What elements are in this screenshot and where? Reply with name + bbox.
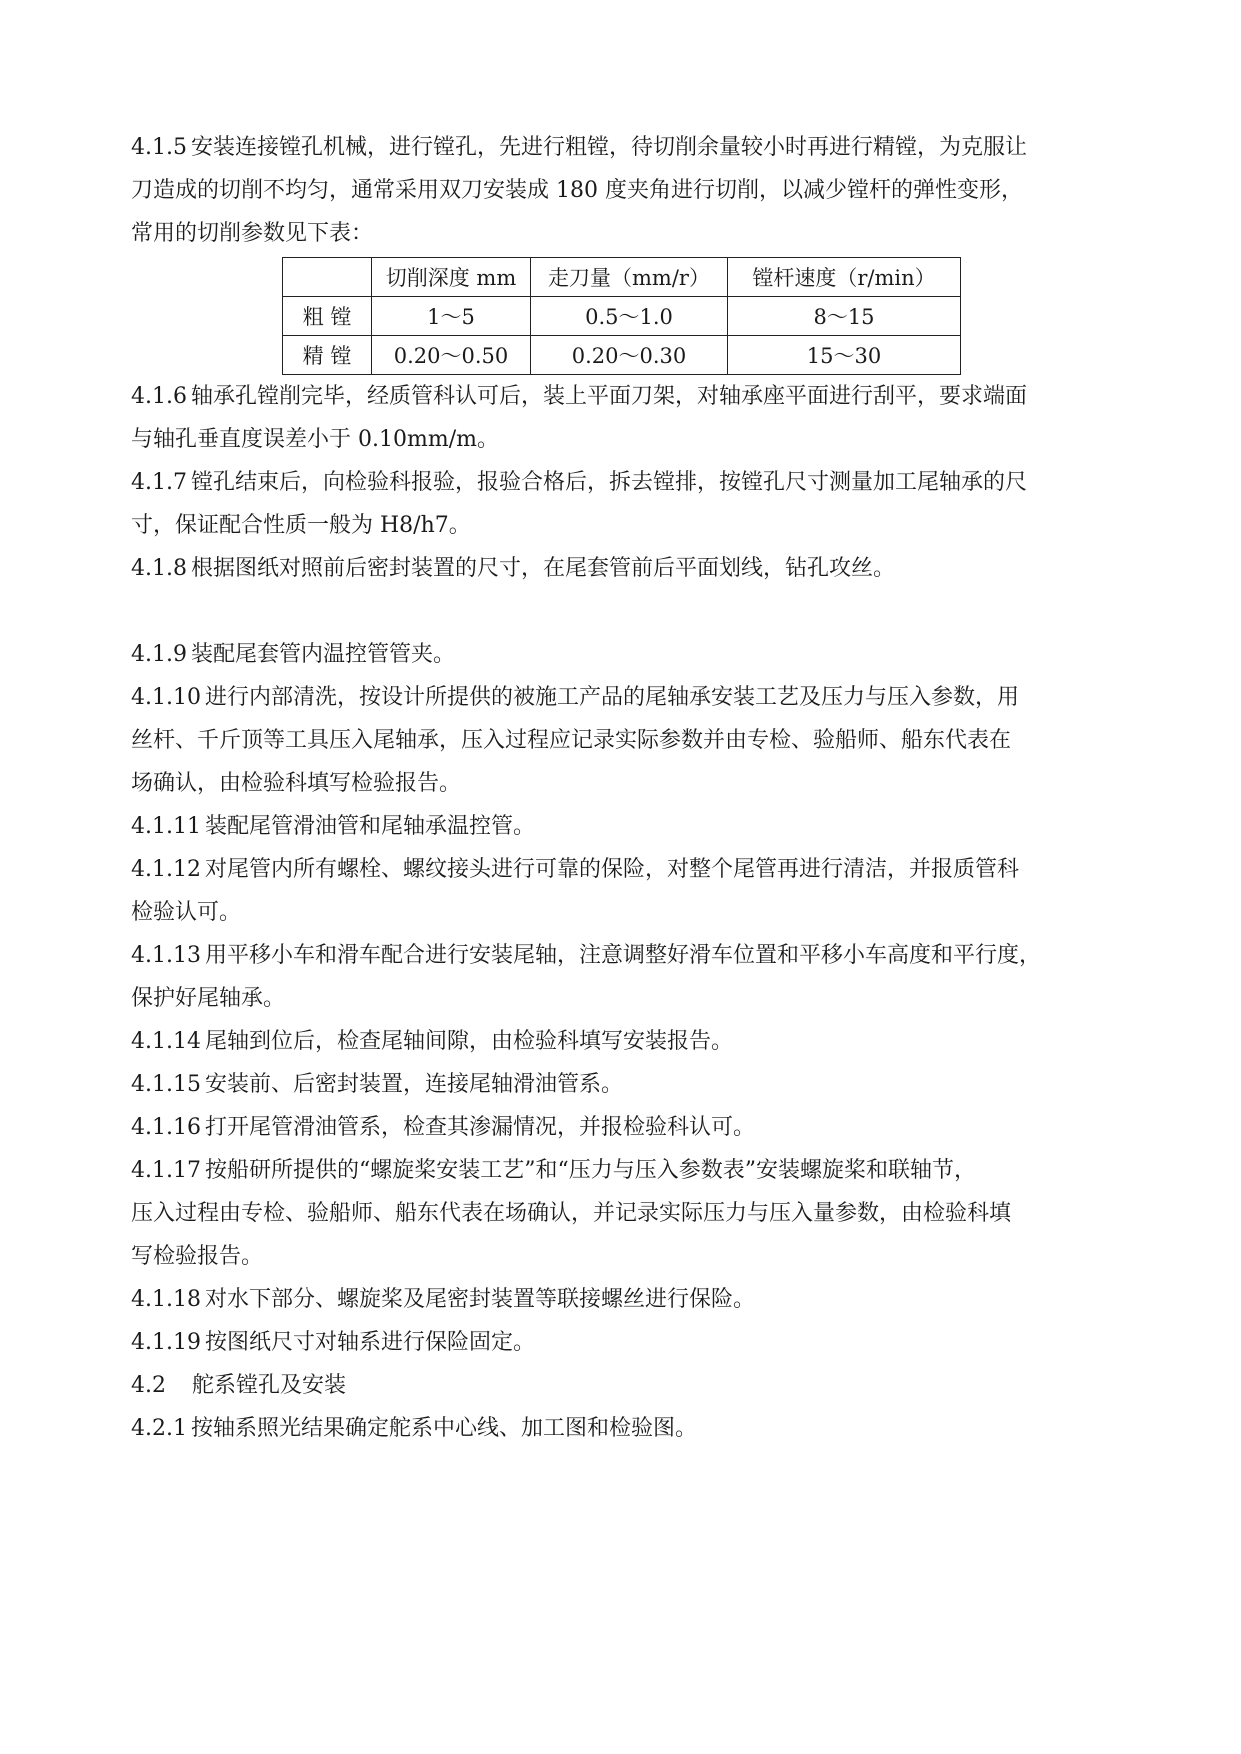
paragraph-4-1-16 — [131, 1106, 1121, 1149]
paragraph-text: 场确认，由检验科填写检验报告。 — [131, 771, 462, 796]
clause-number: 4.1.14 — [131, 1029, 201, 1054]
table-cell: 0.20～0.50 — [372, 336, 531, 375]
clause-number: 4.1.19 — [131, 1330, 201, 1355]
section-title: 舵系镗孔及安装 — [192, 1373, 347, 1398]
paragraph-4-1-10 — [131, 676, 1121, 805]
clause-number: 4.1.9 — [131, 642, 187, 667]
paragraph-text: 用平移小车和滑车配合进行安装尾轴，注意调整好滑车位置和平移小车高度和平行度， — [204, 943, 1041, 968]
paragraph-text: 丝杆、千斤顶等工具压入尾轴承，压入过程应记录实际参数并由专检、验船师、船东代表在 — [131, 728, 1012, 753]
table-cell: 0.5～1.0 — [531, 297, 728, 336]
paragraph-text: 按轴系照光结果确定舵系中心线、加工图和检验图。 — [190, 1416, 697, 1441]
clause-number: 4.1.5 — [131, 135, 187, 160]
paragraph-text: 压入过程由专检、验船师、船东代表在场确认，并记录实际压力与压入量参数，由检验科填 — [131, 1201, 1012, 1226]
paragraph-text: 对水下部分、螺旋桨及尾密封装置等联接螺丝进行保险。 — [204, 1287, 755, 1312]
paragraph-text: 寸，保证配合性质一般为 H8/h7。 — [131, 513, 471, 538]
table-cell: 1～5 — [372, 297, 531, 336]
paragraph-text: 打开尾管滑油管系，检查其渗漏情况，并报检验科认可。 — [204, 1115, 755, 1140]
clause-number: 4.1.17 — [131, 1158, 201, 1183]
paragraph-text: 根据图纸对照前后密封装置的尺寸，在尾套管前后平面划线，钻孔攻丝。 — [190, 556, 895, 581]
paragraph-4-1-9 — [131, 633, 1121, 676]
table-row — [283, 336, 961, 375]
section-heading-4-2 — [131, 1364, 1121, 1407]
cutting-parameters-table — [282, 257, 961, 375]
paragraph-4-1-13 — [131, 934, 1121, 1020]
paragraph-text: 按船研所提供的“螺旋桨安装工艺”和“压力与压入参数表”安装螺旋桨和联轴节， — [204, 1158, 976, 1183]
paragraph-text: 进行内部清洗，按设计所提供的被施工产品的尾轴承安装工艺及压力与压入参数，用 — [204, 685, 1019, 710]
paragraph-4-1-7 — [131, 461, 1121, 547]
table-cell: 15～30 — [728, 336, 961, 375]
clause-number: 4.1.18 — [131, 1287, 201, 1312]
paragraph-text: 轴承孔镗削完毕，经质管科认可后，装上平面刀架，对轴承座平面进行刮平，要求端面 — [190, 384, 1027, 409]
table-header-row — [283, 258, 961, 297]
paragraph-text: 保护好尾轴承。 — [131, 986, 286, 1011]
paragraph-4-1-12 — [131, 848, 1121, 934]
clause-number: 4.1.16 — [131, 1115, 201, 1140]
paragraph-text: 按图纸尺寸对轴系进行保险固定。 — [204, 1330, 535, 1355]
clause-number: 4.1.7 — [131, 470, 187, 495]
paragraph-4-1-8 — [131, 547, 1121, 590]
paragraph-text: 装配尾管滑油管和尾轴承温控管。 — [204, 814, 535, 839]
table-cell: 8～15 — [728, 297, 961, 336]
clause-number: 4.1.6 — [131, 384, 187, 409]
paragraph-4-1-19 — [131, 1321, 1121, 1364]
table-header-cell — [283, 258, 372, 297]
clause-number: 4.1.11 — [131, 814, 201, 839]
paragraph-text: 镗孔结束后，向检验科报验，报验合格后，拆去镗排，按镗孔尺寸测量加工尾轴承的尺 — [190, 470, 1027, 495]
table-cell: 0.20～0.30 — [531, 336, 728, 375]
paragraph-text: 对尾管内所有螺栓、螺纹接头进行可靠的保险，对整个尾管再进行清洁，并报质管科 — [204, 857, 1019, 882]
paragraph-4-1-5 — [131, 126, 1121, 255]
paragraph-text: 常用的切削参数见下表： — [131, 221, 374, 246]
document-page — [131, 126, 1121, 1450]
paragraph-text: 与轴孔垂直度误差小于 0.10mm/m。 — [131, 427, 499, 452]
paragraph-4-1-14 — [131, 1020, 1121, 1063]
paragraph-4-1-18 — [131, 1278, 1121, 1321]
clause-number: 4.1.15 — [131, 1072, 201, 1097]
table-cell: 精 镗 — [283, 336, 372, 375]
paragraph-4-1-11 — [131, 805, 1121, 848]
paragraph-4-2-1 — [131, 1407, 1121, 1450]
paragraph-4-1-15 — [131, 1063, 1121, 1106]
paragraph-text: 刀造成的切削不均匀，通常采用双刀安装成 180 度夹角进行切削，以减少镗杆的弹性变形， — [131, 178, 1023, 203]
table-header-cell: 切削深度 mm — [372, 258, 531, 297]
clause-number: 4.2.1 — [131, 1416, 187, 1441]
paragraph-text: 装配尾套管内温控管管夹。 — [190, 642, 455, 667]
paragraph-text: 安装连接镗孔机械，进行镗孔，先进行粗镗，待切削余量较小时再进行精镗，为克服让 — [190, 135, 1027, 160]
table-header-cell: 走刀量（mm/r） — [531, 258, 728, 297]
clause-number: 4.1.8 — [131, 556, 187, 581]
paragraph-text: 写检验报告。 — [131, 1244, 264, 1269]
paragraph-text: 尾轴到位后，检查尾轴间隙，由检验科填写安装报告。 — [204, 1029, 733, 1054]
paragraph-text: 安装前、后密封装置，连接尾轴滑油管系。 — [204, 1072, 623, 1097]
blank-line — [131, 590, 1121, 633]
clause-number: 4.1.10 — [131, 685, 201, 710]
clause-number: 4.1.13 — [131, 943, 201, 968]
table-row — [283, 297, 961, 336]
section-number: 4.2 — [131, 1373, 166, 1398]
table-cell: 粗 镗 — [283, 297, 372, 336]
paragraph-text: 检验认可。 — [131, 900, 242, 925]
paragraph-4-1-17 — [131, 1149, 1121, 1278]
paragraph-4-1-6 — [131, 375, 1121, 461]
clause-number: 4.1.12 — [131, 857, 201, 882]
table-header-cell: 镗杆速度（r/min） — [728, 258, 961, 297]
